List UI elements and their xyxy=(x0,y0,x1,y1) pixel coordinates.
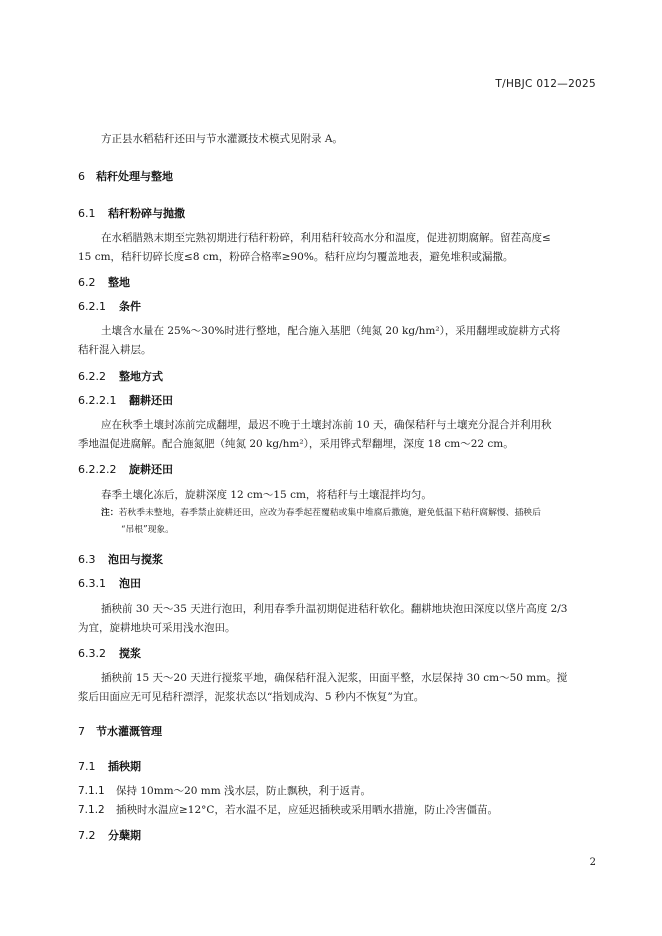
section-number: 6.3.2 xyxy=(78,647,106,660)
document-code-header: T/HBJC 012—2025 xyxy=(495,78,596,90)
section-title: 泡田 xyxy=(119,577,141,590)
section-6-3-1-heading xyxy=(78,575,141,591)
section-6-3-1-paragraph-line-2: 为宜，旋耕地块可采用浅水泡田。 xyxy=(78,622,236,634)
section-title: 旋耕还田 xyxy=(129,463,173,476)
section-title: 插秧期 xyxy=(108,760,141,773)
section-number: 7.1 xyxy=(78,760,96,773)
item-7-1-1 xyxy=(78,782,371,801)
section-number: 6.2.1 xyxy=(78,300,106,313)
section-6-1-paragraph-line-1: 在水稻腊熟末期至完熟初期进行秸秆粉碎，利用秸秆较高水分和温度，促进初期腐解。留茬高度≤ xyxy=(101,232,551,244)
section-7-1-heading xyxy=(78,758,141,774)
section-title: 秸秆处理与整地 xyxy=(96,170,173,183)
section-title: 整地 xyxy=(108,276,130,289)
item-number: 7.1.2 xyxy=(78,804,105,816)
section-number: 6.2 xyxy=(78,276,96,289)
section-number: 6.2.2.2 xyxy=(78,463,117,476)
section-6-2-1-paragraph-line-1: 土壤含水量在 25%～30%时进行整地，配合施入基肥（纯氮 20 kg/hm²），采用翻埋或旋耕方式将 xyxy=(101,325,561,337)
section-number: 6.1 xyxy=(78,207,96,220)
section-title: 条件 xyxy=(119,300,141,313)
note-line-2: “吊根”现象。 xyxy=(121,525,174,535)
note-text: 若秋季未整地，春季禁止旋耕还田，应改为春季起茬覆秸或集中堆腐后撒施，避免低温下秸秆腐解慢、插秧后 xyxy=(118,508,541,518)
section-6-3-2-heading xyxy=(78,645,141,661)
section-6-2-2-heading xyxy=(78,368,163,384)
section-7-2-heading xyxy=(78,827,141,843)
section-number: 6.3.1 xyxy=(78,577,106,590)
section-6-2-2-2-heading xyxy=(78,461,173,477)
note-label: 注： xyxy=(101,508,119,518)
section-number: 6.3 xyxy=(78,553,96,566)
section-title: 分蘖期 xyxy=(108,829,141,842)
section-title: 翻耕还田 xyxy=(129,394,173,407)
section-6-3-heading xyxy=(78,551,163,567)
section-number: 7.2 xyxy=(78,829,96,842)
section-6-2-1-heading xyxy=(78,298,141,314)
section-number: 6.2.2 xyxy=(78,370,106,383)
section-number: 7 xyxy=(78,725,85,738)
item-text: 插秧时水温应≥12°C，若水温不足，应延迟插秧或采用晒水措施，防止冷害僵苗。 xyxy=(116,804,498,816)
section-6-3-2-paragraph-line-2: 浆后田面应无可见秸秆漂浮，泥浆状态以“指划成沟、5 秒内不恢复”为宜。 xyxy=(78,691,425,703)
page-number: 2 xyxy=(589,857,596,868)
section-title: 整地方式 xyxy=(119,370,163,383)
section-6-1-heading xyxy=(78,205,185,221)
section-title: 搅浆 xyxy=(119,647,141,660)
section-title: 节水灌溉管理 xyxy=(96,725,162,738)
item-7-1-2 xyxy=(78,801,498,820)
appendix-reference-paragraph: 方正县水稻秸秆还田与节水灌溉技术模式见附录 A。 xyxy=(101,133,343,145)
note-line-1 xyxy=(101,505,541,521)
section-6-2-1-paragraph-line-2: 秸秆混入耕层。 xyxy=(78,344,152,356)
section-6-2-2-2-paragraph: 春季土壤化冻后，旋耕深度 12 cm～15 cm，将秸秆与土壤混拌均匀。 xyxy=(101,489,432,501)
section-title: 秸秆粉碎与抛撒 xyxy=(108,207,185,220)
section-6-1-paragraph-line-2: 15 cm，秸秆切碎长度≤8 cm，粉碎合格率≥90%。秸秆应均匀覆盖地表，避免堆积或漏撒。 xyxy=(78,251,514,263)
section-6-2-2-1-paragraph-line-2: 季地温促进腐解。配合施氮肥（纯氮 20 kg/hm²），采用铧式犁翻埋，深度 18 cm～22 cm。 xyxy=(78,438,514,450)
section-6-2-2-1-paragraph-line-1: 应在秋季土壤封冻前完成翻埋，最迟不晚于土壤封冻前 10 天，确保秸秆与土壤充分混合并利用秋 xyxy=(101,419,552,431)
section-6-3-2-paragraph-line-1: 插秧前 15 天～20 天进行搅浆平地，确保秸秆混入泥浆，田面平整，水层保持 30 cm～50 mm。搅 xyxy=(101,672,568,684)
section-6-3-1-paragraph-line-1: 插秧前 30 天～35 天进行泡田，利用春季升温初期促进秸秆软化。翻耕地块泡田深度以垡片高度 2/3 xyxy=(101,603,568,615)
section-6-2-heading xyxy=(78,274,130,290)
section-number: 6.2.2.1 xyxy=(78,394,117,407)
item-text: 保持 10mm～20 mm 浅水层，防止飘秧，利于返青。 xyxy=(116,785,372,797)
section-6-2-2-1-heading xyxy=(78,392,173,408)
section-number: 6 xyxy=(78,170,85,183)
item-number: 7.1.1 xyxy=(78,785,105,797)
section-title: 泡田与搅浆 xyxy=(108,553,163,566)
section-7-heading xyxy=(78,723,162,739)
section-6-heading xyxy=(78,168,173,184)
